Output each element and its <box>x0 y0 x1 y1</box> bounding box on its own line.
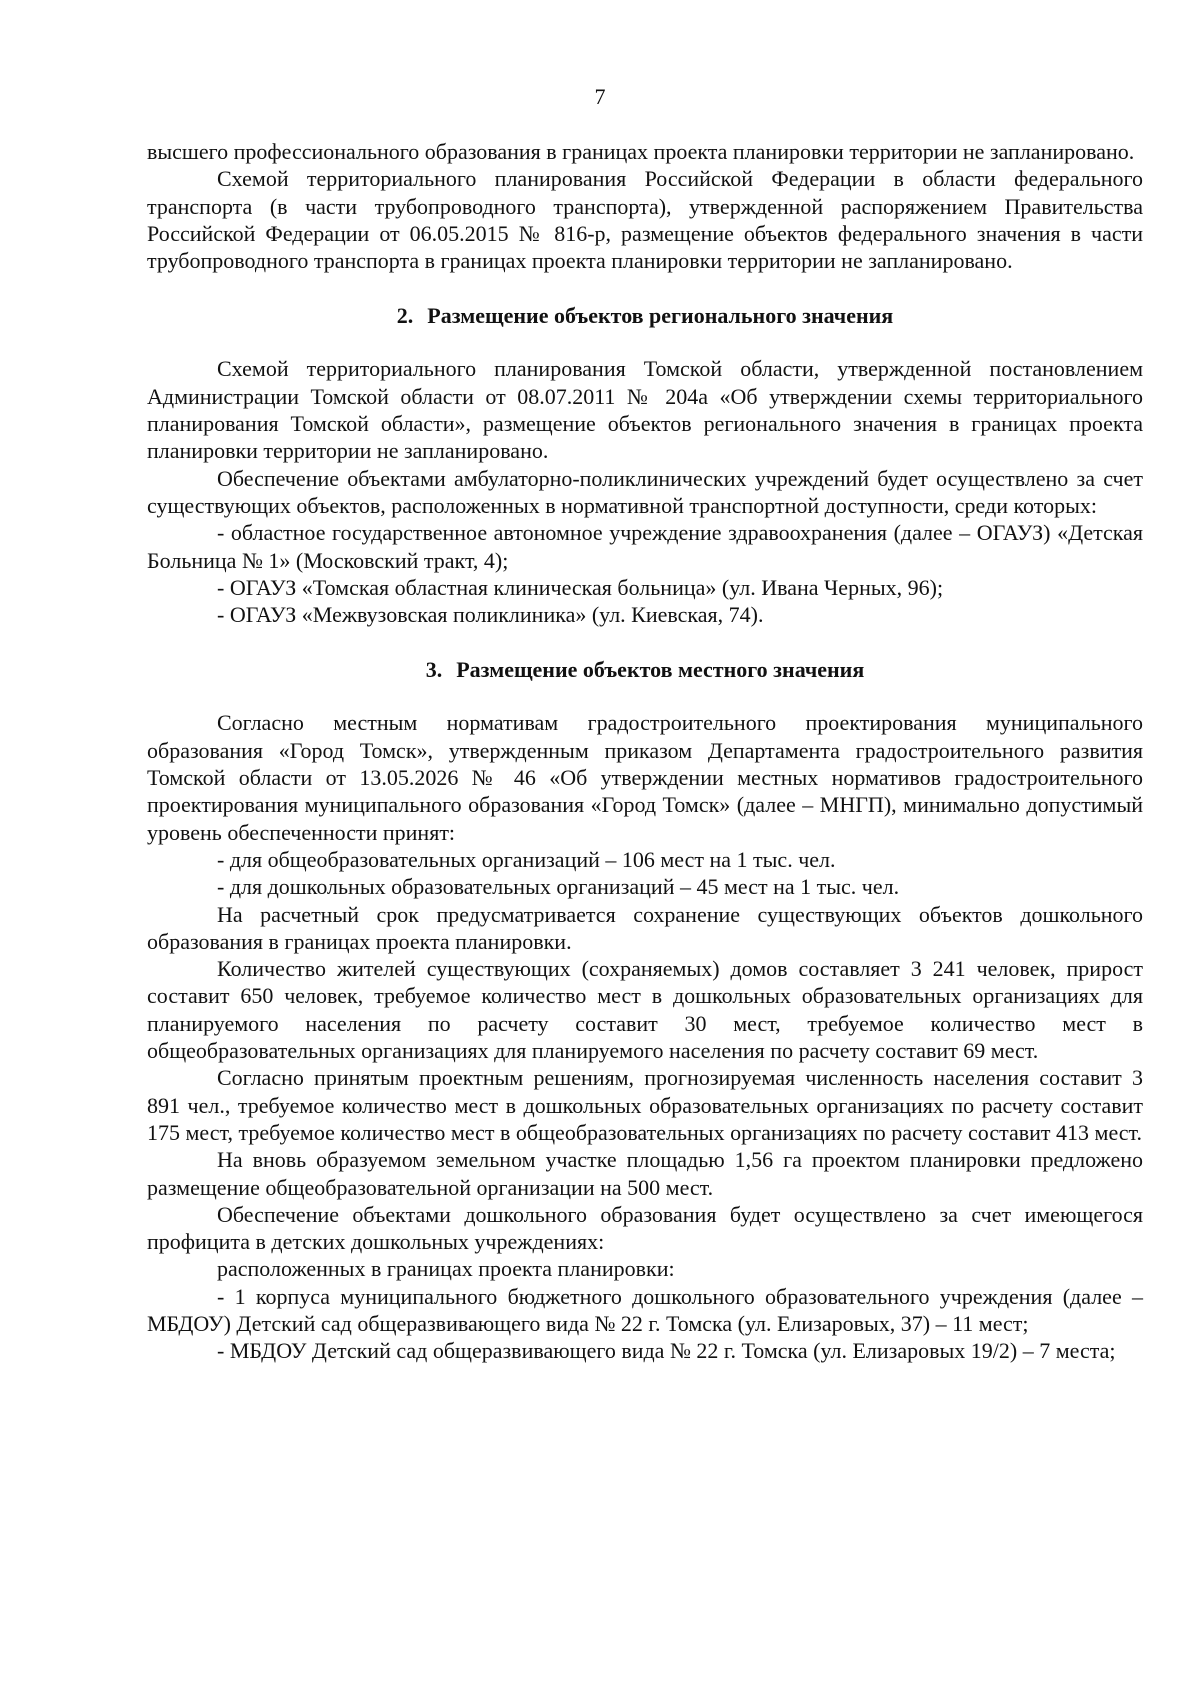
list-item: - МБДОУ Детский сад общеразвивающего вида № 22 г. Томска (ул. Елизаровых 19/2) – 7 места; <box>217 1338 1116 1364</box>
section-title: Размещение объектов местного значения <box>456 657 865 683</box>
paragraph: На вновь образуемом земельном участке площадью 1,56 га проектом планировки предложено размещение общеобразовательной организации на 500 мест. <box>147 1147 1143 1200</box>
paragraph: Согласно принятым проектным решениям, прогнозируемая численность населения составит 3 891 чел., требуемое количество мест в дошкольных образовательных организациях по расчету составит 175 мест, требуемое количество мест в общеобразовательных организациях по расчету составит 413 мест. <box>147 1065 1143 1145</box>
section-number: 2. <box>396 303 414 329</box>
page-number: 7 <box>594 84 606 109</box>
list-item: - для общеобразовательных организаций – 106 мест на 1 тыс. чел. <box>217 846 836 872</box>
section-heading <box>147 656 1143 683</box>
list-item: - 1 корпуса муниципального бюджетного дошкольного образовательного учреждения (далее – МБДОУ) Детский сад общеразвивающего вида № 22 г. Томска (ул. Елизаровых, 37) – 11 мест; <box>147 1283 1143 1336</box>
list-item: - ОГАУЗ «Межвузовская поликлиника» (ул. Киевская, 74). <box>217 602 764 628</box>
paragraph: Обеспечение объектами дошкольного образования будет осуществлено за счет имеющегося профицита в детских дошкольных учреждениях: <box>147 1201 1143 1255</box>
paragraph: Обеспечение объектами амбулаторно-поликлинических учреждений будет осуществлено за счет существующих объектов, расположенных в нормативной транспортной доступности, среди которых: <box>147 465 1143 518</box>
list-item: - ОГАУЗ «Томская областная клиническая больница» (ул. Ивана Черных, 96); <box>217 574 944 600</box>
list-item: - областное государственное автономное учреждение здравоохранения (далее – ОГАУЗ) «Детская Больница № 1» (Московский тракт, 4); <box>147 520 1143 573</box>
paragraph: Схемой территориального планирования Российской Федерации в области федерального транспорта (в части трубопроводного транспорта), утвержденной распоряжением Правительства Российской Федерации от 06.05.2015 № 816-р, размещение объектов федерального значения в части трубопроводного транспорта в границах проекта планировки территории не запланировано. <box>147 166 1143 274</box>
paragraph: высшего профессионального образования в границах проекта планировки территории не запланировано. <box>147 139 1135 164</box>
paragraph: расположенных в границах проекта планировки: <box>217 1256 675 1282</box>
document-body <box>147 138 1143 1365</box>
paragraph: Схемой территориального планирования Томской области, утвержденной постановлением Администрации Томской области от 08.07.2011 № 204а «Об утверждении схемы территориального планирования Томской области», размещение объектов регионального значения в границах проекта планировки территории не запланировано. <box>147 356 1143 464</box>
section-heading <box>147 302 1143 329</box>
list-item: - для дошкольных образовательных организаций – 45 мест на 1 тыс. чел. <box>217 874 900 900</box>
paragraph: Количество жителей существующих (сохраняемых) домов составляет 3 241 человек, прирост составит 650 человек, требуемое количество мест в дошкольных образовательных организациях для планируемого населения по расчету составит 30 мест, требуемое количество мест в общеобразовательных организациях для планируемого населения по расчету составит 69 мест. <box>147 956 1143 1064</box>
section-title: Размещение объектов регионального значения <box>427 303 894 329</box>
section-number: 3. <box>425 657 443 683</box>
paragraph: Согласно местным нормативам градостроительного проектирования муниципального образования «Город Томск», утвержденным приказом Департамента градостроительного развития Томской области от 13.05.2026 № 46 «Об утверждении местных нормативов градостроительного проектирования муниципального образования «Город Томск» (далее – МНГП), минимально допустимый уровень обеспеченности принят: <box>147 710 1143 845</box>
paragraph: На расчетный срок предусматривается сохранение существующих объектов дошкольного образования в границах проекта планировки. <box>147 901 1143 954</box>
